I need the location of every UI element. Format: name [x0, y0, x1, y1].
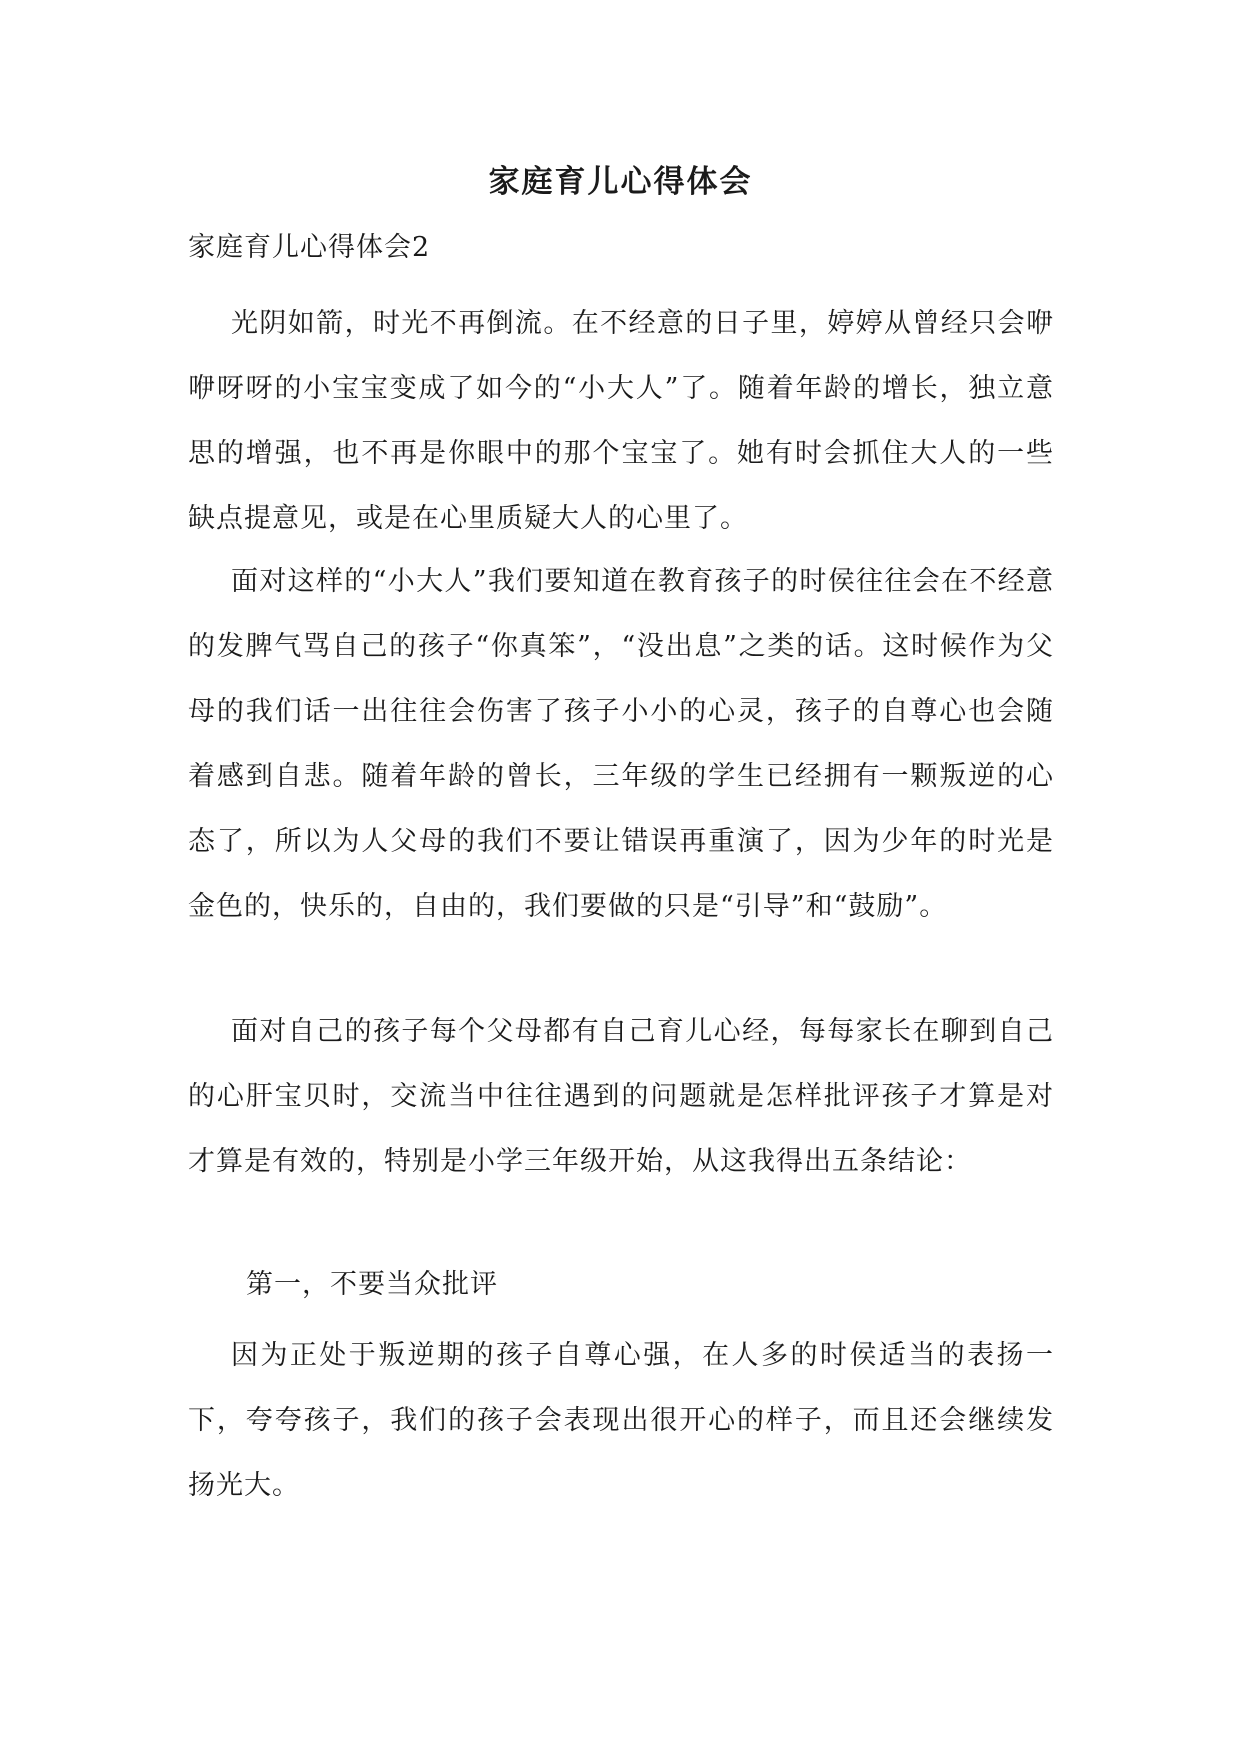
document-title: 家庭育儿心得体会: [488, 164, 753, 200]
paragraph-2: 面对这样的“小大人”我们要知道在教育孩子的时侯往往会在不经意的发脾气骂自己的孩子“你真笨”，“没出息”之类的话。这时候作为父母的我们话一出往往会伤害了孩子小小的心灵，孩子的自尊心也会随着感到自悲。随着年龄的曾长，三年级的学生已经拥有一颗叛逆的心态了，所以为人父母的我们不要让错误再重演了，因为少年的时光是金色的，快乐的，自由的，我们要做的只是“引导”和“鼓励”。: [188, 566, 1054, 922]
document-subtitle: 家庭育儿心得体会2: [188, 232, 431, 263]
section-heading: 第一，不要当众批评: [246, 1269, 498, 1300]
section-paragraph: 因为正处于叛逆期的孩子自尊心强，在人多的时侯适当的表扬一下，夸夸孩子，我们的孩子会表现出很开心的样子，而且还会继续发扬光大。: [188, 1340, 1054, 1501]
paragraph-1: 光阴如箭，时光不再倒流。在不经意的日子里，婷婷从曾经只会咿咿呀呀的小宝宝变成了如今的“小大人”了。随着年龄的增长，独立意思的增强，也不再是你眼中的那个宝宝了。她有时会抓住大人的一些缺点提意见，或是在心里质疑大人的心里了。: [188, 308, 1054, 534]
paragraph-3: 面对自己的孩子每个父母都有自己育儿心经，每每家长在聊到自己的心肝宝贝时，交流当中往往遇到的问题就是怎样批评孩子才算是对才算是有效的，特别是小学三年级开始，从这我得出五条结论：: [188, 1016, 1054, 1177]
